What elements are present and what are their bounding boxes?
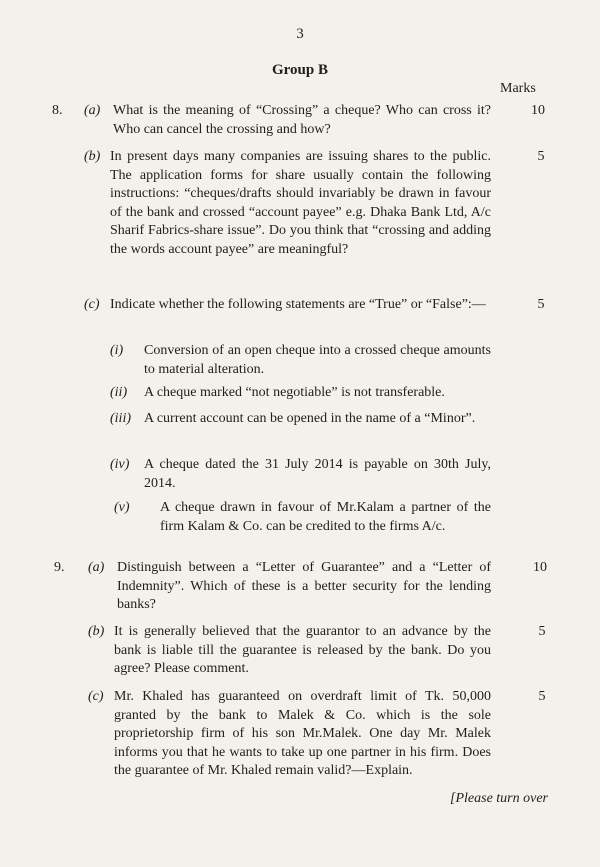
page-number: 3 [296, 26, 304, 42]
question-9c-text: Mr. Khaled has guaranteed on overdraft limit of Tk. 50,000 granted by the bank to Malek & Co. which is the sole proprietorship firm of his son Mr.Malek. One day Mr. Malek informs you that he wants to take up one partner in his firm. Does the guarantee of Mr. Khaled remain valid?—Explain. [114, 689, 491, 778]
part-label: (a) [88, 560, 105, 575]
marks-value: 5 [537, 149, 545, 164]
question-number: 8. [52, 103, 63, 118]
marks-value: 10 [533, 560, 547, 575]
statement-text: A current account can be opened in the name of a “Minor”. [144, 411, 476, 426]
part-label: (a) [84, 103, 101, 118]
please-turn-over: [Please turn over [450, 791, 548, 806]
marks-value: 5 [538, 689, 546, 704]
question-9a-text: Distinguish between a “Letter of Guarantee” and a “Letter of Indemnity”. Which of these is a better security for the lending banks? [117, 560, 491, 612]
question-9b-text: It is generally believed that the guarantor to an advance by the bank is liable till the guarantee is released by the bank. Do you agree? Please comment. [114, 624, 491, 676]
question-number: 9. [54, 560, 65, 575]
marks-value: 10 [531, 103, 545, 118]
statement-text: A cheque marked “not negotiable” is not transferable. [144, 385, 445, 400]
marks-value: 5 [538, 624, 546, 639]
marks-column-header: Marks [500, 81, 536, 96]
part-label: (b) [88, 624, 105, 639]
question-8c-text: Indicate whether the following statements are “True” or “False”:— [110, 297, 486, 312]
question-8a-text: What is the meaning of “Crossing” a cheque? Who can cross it? Who can cancel the crossing and how? [113, 103, 491, 137]
statement-text: A cheque dated the 31 July 2014 is payable on 30th July, 2014. [144, 457, 491, 491]
marks-value: 5 [537, 297, 545, 312]
part-label: (b) [84, 149, 101, 164]
statement-label: (ii) [110, 385, 128, 400]
statement-text: A cheque drawn in favour of Mr.Kalam a partner of the firm Kalam & Co. can be credited to the firms A/c. [160, 500, 491, 534]
question-8b-text: In present days many companies are issuing shares to the public. The application forms for share usually contain the following instructions: “cheques/drafts should invariably be drawn in favour of the bank and crossed “account payee” e.g. Dhaka Bank Ltd, A/c Sharif Fabrics-share issue”. Do you think that “crossing and adding the words account payee” are meaningful? [110, 149, 491, 257]
statement-text: Conversion of an open cheque into a crossed cheque amounts to material alteration. [144, 343, 491, 377]
statement-label: (v) [114, 500, 130, 515]
statement-label: (i) [110, 343, 124, 358]
part-label: (c) [84, 297, 100, 312]
statement-label: (iv) [110, 457, 130, 472]
part-label: (c) [88, 689, 104, 704]
group-title: Group B [272, 62, 328, 78]
statement-label: (iii) [110, 411, 131, 426]
